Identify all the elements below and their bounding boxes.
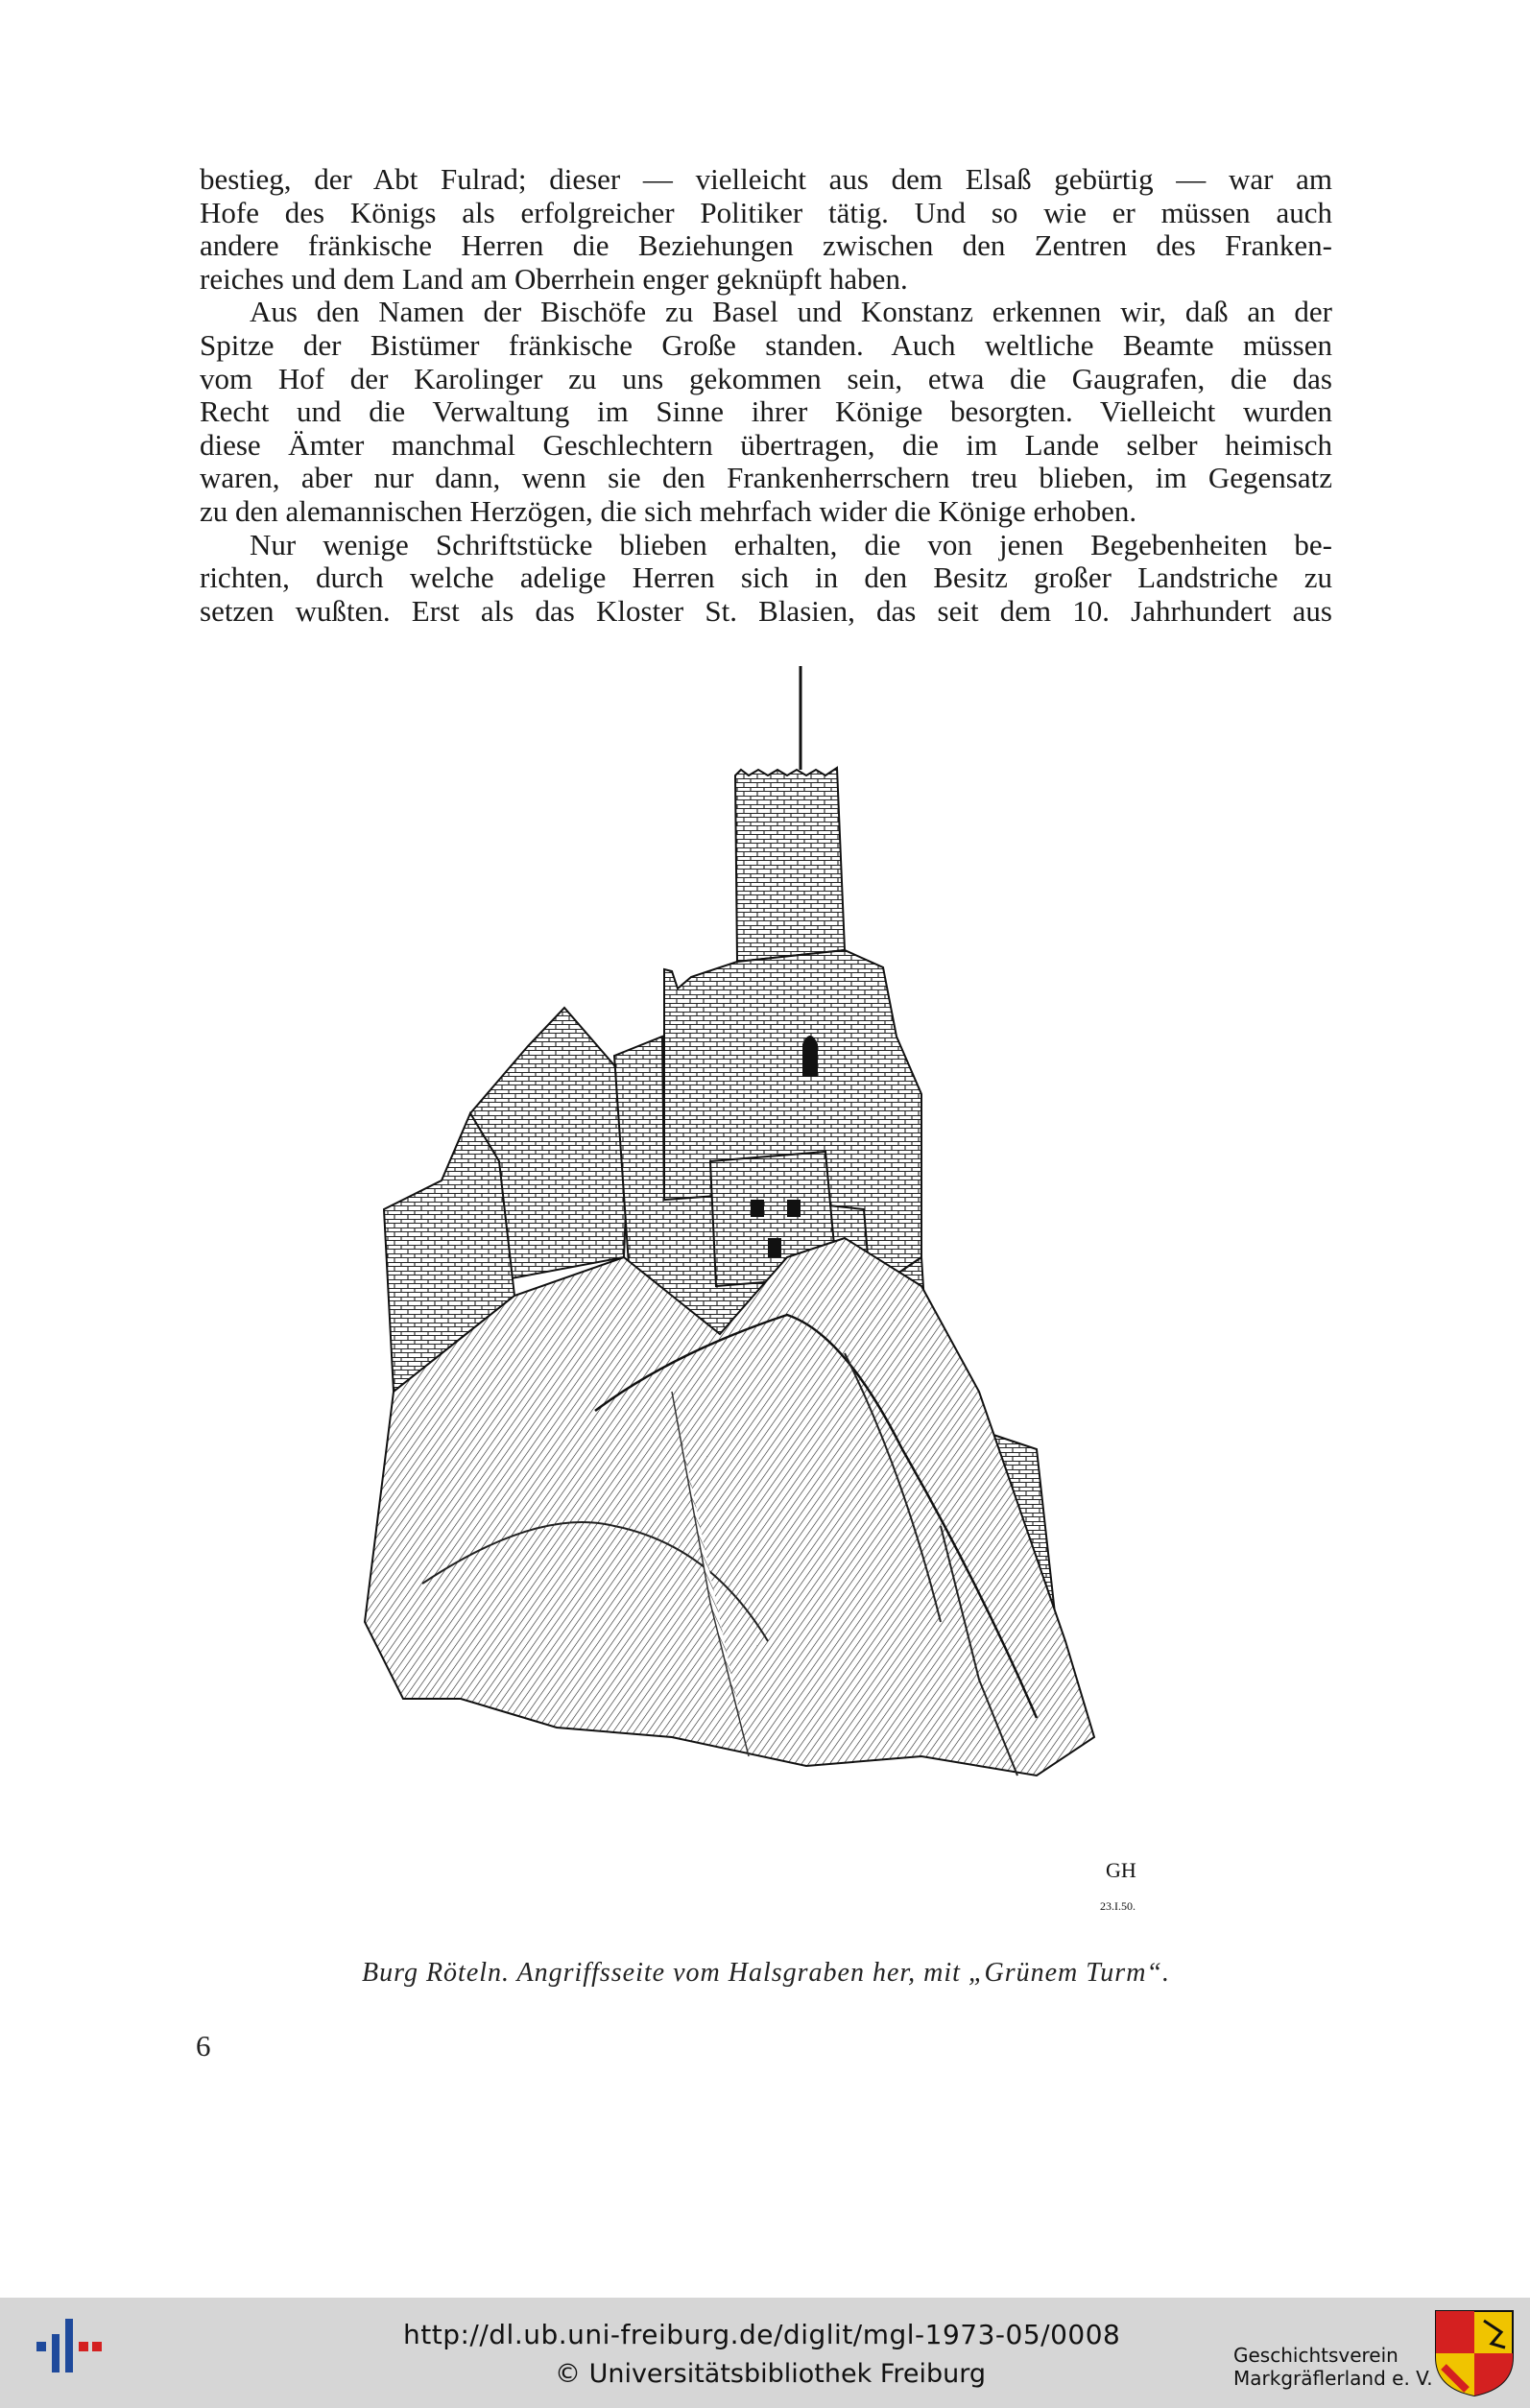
text-line: Spitze der Bistümer fränkische Große standen. Auch weltliche Beamte müssen [200,327,1332,362]
society-name [1233,2344,1433,2390]
university-logo-icon[interactable] [36,2317,104,2378]
artist-signature: GH [1106,1858,1136,1882]
body-text [200,163,1332,628]
text-line: Nur wenige Schriftstücke blieben erhalten, die von jenen Begebenheiten be- [250,527,1332,561]
footer-bar [0,2298,1530,2408]
castle-illustration [307,662,1229,1929]
text-line: Recht und die Verwaltung im Sinne ihrer Könige besorgten. Vielleicht wurden [200,394,1332,429]
copyright-text: © Universitätsbibliothek Freiburg [555,2359,987,2389]
society-line: Geschichtsverein [1233,2344,1399,2367]
text-line: vom Hof der Karolinger zu uns gekommen sein, etwa die Gaugrafen, die das [200,361,1332,395]
drawing-date: 23.I.50. [1100,1899,1136,1913]
text-line: reiches und dem Land am Oberrhein enger geknüpft haben. [200,261,908,296]
permalink-link[interactable]: http://dl.ub.uni-freiburg.de/diglit/mgl-1973-05/0008 [403,2319,1121,2350]
society-line: Markgräflerland e. V. [1233,2367,1433,2390]
castle-drawing [307,662,1229,1929]
coat-of-arms-icon [1434,2309,1515,2397]
text-line: bestieg, der Abt Fulrad; dieser — vielleicht aus dem Elsaß gebürtig — war am [200,162,1332,196]
text-line: Aus den Namen der Bischöfe zu Basel und Konstanz erkennen wir, daß an der [250,295,1332,329]
text-line: diese Ämter manchmal Geschlechtern übertragen, die im Lande selber heimisch [200,427,1332,462]
figure-caption: Burg Röteln. Angriffsseite vom Halsgraben her, mit „Grünem Turm“. [361,1958,1170,1988]
text-line: zu den alemannischen Herzögen, die sich mehrfach wider die Könige erhoben. [200,493,1137,528]
text-line: waren, aber nur dann, wenn sie den Frankenherrschern treu blieben, im Gegensatz [200,461,1332,495]
page-number: 6 [196,2029,211,2062]
text-line: andere fränkische Herren die Beziehungen zwischen den Zentren des Franken- [200,228,1332,263]
text-line: setzen wußten. Erst als das Kloster St. Blasien, das seit dem 10. Jahrhundert aus [200,593,1332,628]
text-line: richten, durch welche adelige Herren sich in den Besitz großer Landstriche zu [200,560,1332,595]
text-line: Hofe des Königs als erfolgreicher Politiker tätig. Und so wie er müssen auch [200,195,1332,229]
